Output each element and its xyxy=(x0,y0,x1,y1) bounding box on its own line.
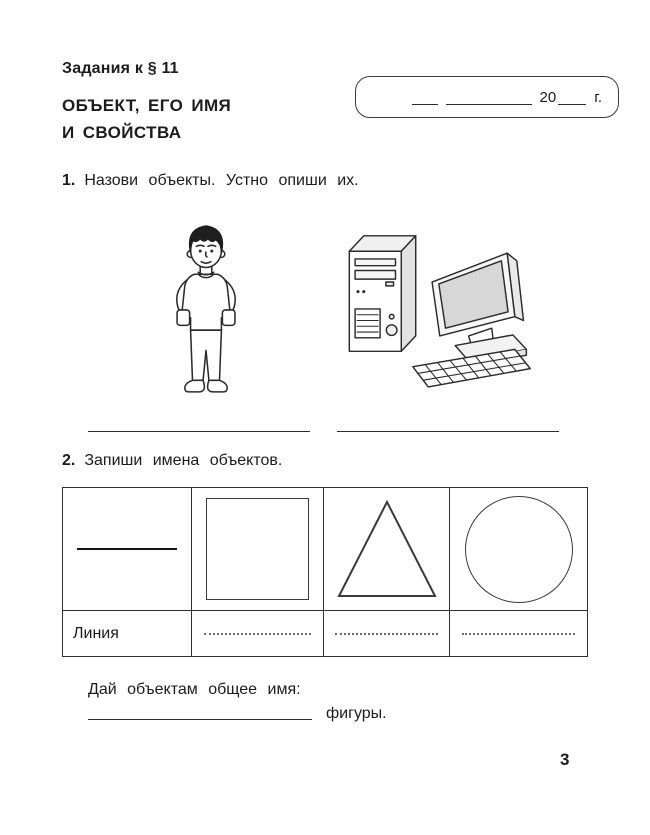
page-title xyxy=(62,92,231,146)
date-day-blank xyxy=(412,89,438,105)
boy-illustration xyxy=(152,214,260,402)
line-shape-icon xyxy=(77,548,177,550)
shape-name-label: Линия xyxy=(73,624,119,642)
shape-name-cell-square xyxy=(191,610,323,656)
date-year-blank xyxy=(558,89,586,105)
date-year-prefix: 20 xyxy=(539,88,557,106)
shape-name-cell-triangle xyxy=(323,610,449,656)
shape-cell-line xyxy=(63,488,191,610)
shape-cell-triangle xyxy=(323,488,449,610)
shape-name-cell-circle xyxy=(449,610,587,656)
answer-line-computer xyxy=(337,431,559,432)
section-heading: Задания к § 11 xyxy=(62,60,179,77)
task-2-number: 2. xyxy=(62,452,76,469)
page-number: 3 xyxy=(560,750,570,769)
circle-shape-icon xyxy=(465,496,573,603)
answer-line-boy xyxy=(88,431,310,432)
date-fill-box xyxy=(355,76,619,118)
task-2-text: Запиши имена объектов. xyxy=(84,452,283,469)
triangle-shape-icon xyxy=(335,498,439,600)
dotted-answer-line xyxy=(462,633,574,635)
shapes-table xyxy=(62,487,588,657)
task-1-text: Назови объекты. Устно опиши их. xyxy=(84,172,359,189)
date-year-suffix: г. xyxy=(594,88,602,106)
common-name-answer xyxy=(88,705,387,723)
dotted-answer-line xyxy=(204,633,311,635)
page-title-line1: ОБЪЕКТ, ЕГО ИМЯ xyxy=(62,96,232,115)
page-title-line2: И СВОЙСТВА xyxy=(62,123,182,142)
date-month-blank xyxy=(446,89,532,105)
dotted-answer-line xyxy=(335,633,438,635)
common-name-prompt: Дай объектам общее имя: xyxy=(88,681,301,698)
shape-cell-circle xyxy=(449,488,587,610)
task-1-number: 1. xyxy=(62,172,76,189)
shape-cell-square xyxy=(191,488,323,610)
common-name-blank xyxy=(88,719,312,720)
common-name-suffix: фигуры. xyxy=(326,705,387,722)
shape-name-cell-line xyxy=(63,610,191,656)
square-shape-icon xyxy=(206,498,309,600)
computer-illustration xyxy=(332,222,536,394)
task-1 xyxy=(62,172,359,190)
task-2 xyxy=(62,452,282,470)
